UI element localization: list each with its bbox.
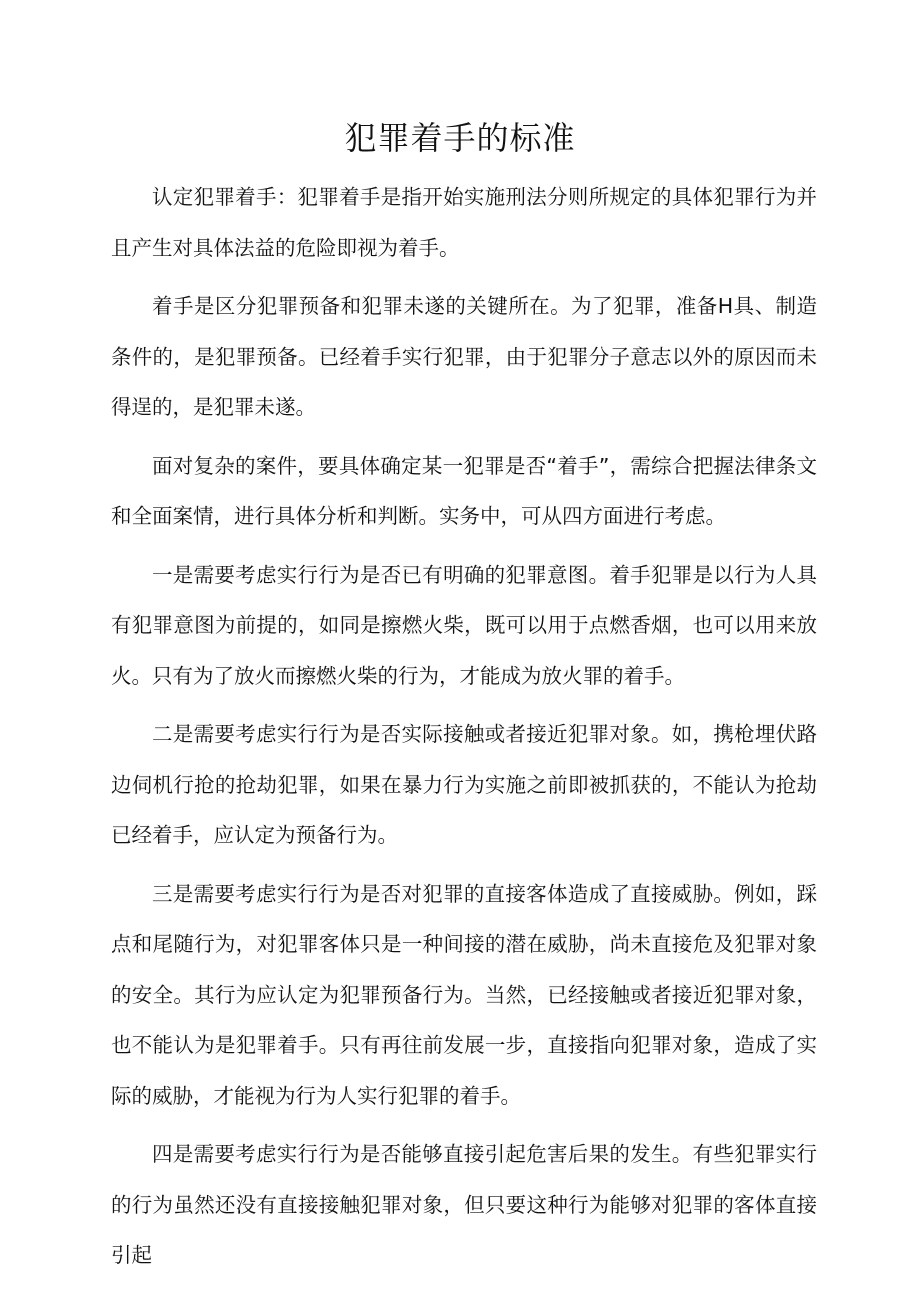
paragraph-4: 一是需要考虑实行行为是否已有明确的犯罪意图。着手犯罪是以行为人具有犯罪意图为前提的，如同是擦燃火柴，既可以用于点燃香烟，也可以用来放火。只有为了放火而擦燃火柴的行为，才能成为放火罪的着手。 xyxy=(111,562,817,688)
paragraph-1: 认定犯罪着手：犯罪着手是指开始实施刑法分则所规定的具体犯罪行为并且产生对具体法益的危险即视为着手。 xyxy=(111,185,817,260)
document-title: 犯罪着手的标准 xyxy=(344,119,576,157)
document-body xyxy=(111,172,817,1289)
paragraph-2: 着手是区分犯罪预备和犯罪未遂的关键所在。为了犯罪，准备H具、制造条件的，是犯罪预备。已经着手实行犯罪，由于犯罪分子意志以外的原因而未得逞的，是犯罪未遂。 xyxy=(111,294,817,419)
paragraph-6: 三是需要考虑实行行为是否对犯罪的直接客体造成了直接威胁。例如，踩点和尾随行为，对犯罪客体只是一种间接的潜在威胁，尚未直接危及犯罪对象的安全。其行为应认定为犯罪预备行为。当然，已经接触或者接近犯罪对象，也不能认为是犯罪着手。只有再往前发展一步，直接指向犯罪对象，造成了实际的威胁，才能视为行为人实行犯罪的着手。 xyxy=(111,881,817,1108)
paragraph-7: 四是需要考虑实行行为是否能够直接引起危害后果的发生。有些犯罪实行的行为虽然还没有直接接触犯罪对象，但只要这种行为能够对犯罪的客体直接引起 xyxy=(111,1142,817,1267)
paragraph-3: 面对复杂的案件，要具体确定某一犯罪是否“着手”，需综合把握法律条文和全面案情，进行具体分析和判断。实务中，可从四方面进行考虑。 xyxy=(111,453,817,528)
paragraph-5: 二是需要考虑实行行为是否实际接触或者接近犯罪对象。如，携枪埋伏路边伺机行抢的抢劫犯罪，如果在暴力行为实施之前即被抓获的，不能认为抢劫已经着手，应认定为预备行为。 xyxy=(111,722,817,847)
